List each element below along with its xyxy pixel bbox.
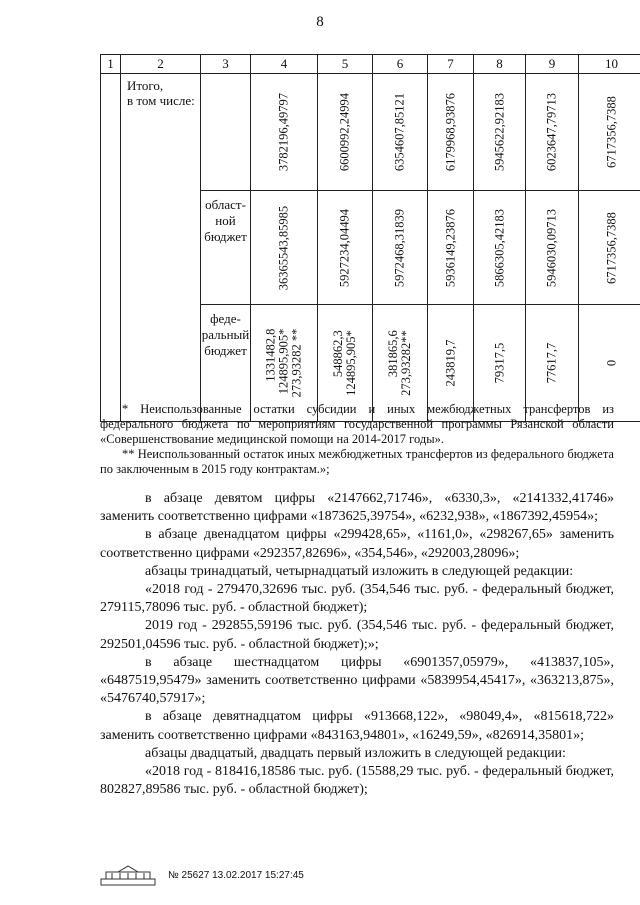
cell-line: 124895,905* — [344, 330, 358, 396]
cell-line: 3782196,49797 — [276, 92, 291, 172]
cell-line: 5946030,09713 — [544, 208, 559, 287]
cell-text — [546, 93, 559, 171]
cell-text — [394, 93, 407, 171]
row-label-total: Итого, в том числе: — [121, 74, 201, 422]
table-cell-value — [373, 74, 428, 191]
column-header: 1 — [101, 55, 121, 74]
cell-line: 381865,6 — [386, 330, 400, 378]
cell-line: 5866305,42183 — [492, 208, 506, 287]
cell-text — [605, 96, 618, 168]
cell-text — [493, 93, 506, 171]
paragraph: в абзаце девятом цифры «2147662,71746», «6330,3», «2141332,41746» заменить соответственно цифрами «1873625,39754», «6232,938», «1867392,45954»; — [100, 491, 614, 525]
cell-line: 0 — [604, 359, 618, 367]
cell-line: 5972468,31839 — [392, 208, 407, 287]
table-cell-value — [474, 191, 526, 305]
cell-line: 1331482,8 — [263, 328, 278, 382]
amendment-text — [100, 490, 614, 799]
column-header: 4 — [251, 55, 318, 74]
table-cell-value — [428, 74, 474, 191]
cell-line: 6023647,79713 — [544, 92, 559, 172]
paragraph: в абзаце двенадцатом цифры «299428,65», «1161,0», «298267,65» заменить соответственно цифрами «292357,82696», «354,546», «292003,28096»; — [100, 527, 614, 561]
cell-line: 6717356,7388 — [604, 211, 618, 284]
cell-line: 5927234,04494 — [337, 208, 352, 287]
table-cell-value — [318, 74, 373, 191]
footnote-1: * Неиспользованные остатки субсидии и иных межбюджетных трансфертов из федерального бюджета по мероприятиям государственной программы Рязанской области «Совершенствование медицинской помощи на 2014-2017 годы». — [100, 402, 614, 446]
column-header: 10 — [579, 55, 640, 74]
cell-line: 5936149,23876 — [443, 208, 457, 287]
cell-text — [339, 208, 352, 286]
cell-text — [278, 93, 291, 171]
cell-line: 243819,7 — [443, 339, 457, 387]
cell-line: 36365543,85985 — [276, 205, 291, 290]
cell-text — [605, 212, 618, 284]
column-header: 8 — [474, 55, 526, 74]
paragraph: абзацы двадцатый, двадцать первый изложить в следующей редакции: — [145, 745, 566, 761]
cell-text — [444, 208, 457, 286]
table-cell-value — [474, 74, 526, 191]
registration-footer — [100, 864, 304, 886]
cell-text — [387, 330, 413, 396]
source-label-regional: област- ной бюджет — [201, 191, 251, 305]
table-header-row — [101, 55, 640, 74]
cell-text — [605, 360, 618, 366]
table-cell-value — [579, 74, 640, 191]
cell-text — [278, 205, 291, 289]
table-cell-value — [251, 191, 318, 305]
cell-text — [444, 93, 457, 171]
table-cell-value — [318, 191, 373, 305]
footnote-2: ** Неиспользованный остаток иных межбюджетных трансфертов из федерального бюджета по заключенным в 2015 году контрактам.»; — [100, 447, 614, 476]
government-building-stamp-icon — [100, 864, 156, 886]
paragraph: 2019 год - 292855,59196 тыс. руб. (354,546 тыс. руб. - федеральный бюджет, 292501,04596 тыс. руб. - областной бюджет);»; — [100, 618, 614, 652]
footnotes — [100, 402, 614, 477]
column-header: 6 — [373, 55, 428, 74]
cell-line: 273,93282** — [399, 330, 413, 396]
table-cell-empty — [101, 74, 121, 422]
cell-text — [546, 208, 559, 286]
column-header: 2 — [121, 55, 201, 74]
paragraph: «2018 год - 818416,18586 тыс. руб. (15588,29 тыс. руб. - федеральный бюджет, 802827,89586 тыс. руб. - областной бюджет); — [100, 764, 614, 798]
paragraph: в абзаце девятнадцатом цифры «913668,122», «98049,4», «815618,722» заменить соответственно цифрами «843163,94801», «16249,59», «826914,35801»; — [100, 709, 614, 743]
table-cell-value — [526, 74, 579, 191]
cell-line: 124895,905* — [276, 328, 291, 395]
cell-text — [339, 93, 352, 171]
cell-text — [394, 208, 407, 286]
cell-line: 6179968,93876 — [443, 92, 457, 172]
cell-line: 5945622,92183 — [492, 92, 506, 172]
column-header: 7 — [428, 55, 474, 74]
column-header: 9 — [526, 55, 579, 74]
table-cell-value — [579, 191, 640, 305]
cell-text — [493, 343, 506, 384]
page-number: 8 — [316, 14, 324, 30]
cell-text — [265, 329, 304, 398]
column-header: 3 — [201, 55, 251, 74]
table-row-total — [101, 74, 640, 191]
cell-text — [444, 340, 457, 387]
table-cell-value — [428, 191, 474, 305]
cell-line: 77617,7 — [544, 342, 559, 384]
cell-line: 6600992,24994 — [337, 92, 352, 172]
paragraph: «2018 год - 279470,32696 тыс. руб. (354,546 тыс. руб. - федеральный бюджет, 279115,78096 тыс. руб. - областной бюджет); — [100, 582, 614, 616]
cell-text — [493, 208, 506, 286]
cell-text — [332, 330, 358, 396]
source-label-total — [201, 74, 251, 191]
cell-line: 273,93282 ** — [289, 328, 304, 398]
cell-text — [546, 343, 559, 384]
table-cell-value — [251, 74, 318, 191]
registration-mark: № 25627 13.02.2017 15:27:45 — [168, 869, 304, 881]
cell-line: 6717356,7388 — [604, 96, 618, 168]
paragraph: абзацы тринадцатый, четырнадцатый изложить в следующей редакции: — [145, 563, 574, 579]
column-header: 5 — [318, 55, 373, 74]
cell-line: 6354607,85121 — [392, 92, 407, 172]
paragraph: в абзаце шестнадцатом цифры «6901357,05979», «413837,105», «6487519,95479» заменить соответственно цифрами «5839954,45417», «363213,875», «5476740,57917»; — [100, 654, 614, 707]
table-cell-value — [373, 191, 428, 305]
cell-line: 79317,5 — [492, 342, 506, 384]
table-cell-value — [526, 191, 579, 305]
budget-table — [100, 54, 640, 422]
source-label-federal: феде- ральный бюджет — [201, 305, 251, 422]
cell-line: 548862,3 — [331, 330, 345, 378]
